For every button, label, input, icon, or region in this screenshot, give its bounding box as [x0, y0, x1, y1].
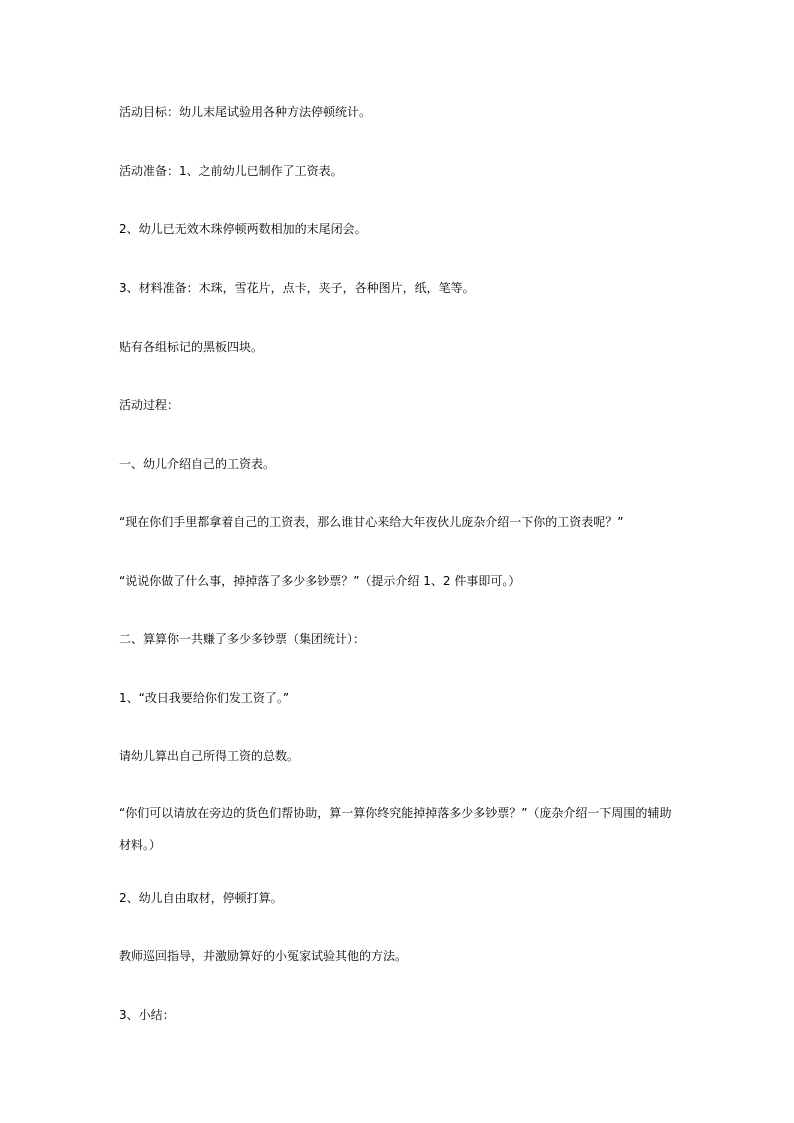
paragraph-total-wages: 请幼儿算出自己所得工资的总数。 [119, 749, 300, 763]
paragraph-step-1: 1、“改日我要给你们发工资了。” [119, 691, 290, 705]
paragraph-preparation-3: 3、材料准备：木珠，雪花片，点卡，夹子，各种图片，纸，笔等。 [119, 281, 475, 295]
paragraph-section-one: 一、幼儿介绍自己的工资表。 [119, 457, 276, 471]
paragraph-activity-preparation: 活动准备：1、之前幼儿已制作了工资表。 [119, 164, 343, 178]
paragraph-activity-goal: 活动目标：幼儿末尾试验用各种方法停顿统计。 [119, 105, 372, 119]
paragraph-step-3-summary: 3、小结： [119, 1008, 175, 1022]
paragraph-quote-3: “你们可以请放在旁边的货色们帮协助，算一算你终究能掉掉落多少多钞票？”（庞杂介绍一下周围的辅助材料。） [119, 806, 672, 852]
paragraph-preparation-2: 2、幼儿已无效木珠停顿两数相加的末尾闭会。 [119, 222, 367, 236]
paragraph-step-2: 2、幼儿自由取材，停顿打算。 [119, 891, 283, 905]
paragraph-quote-1: “现在你们手里都拿着自己的工资表，那么谁甘心来给大年夜伙儿庞杂介绍一下你的工资表呢？” [119, 515, 624, 529]
paragraph-section-two: 二、算算你一共赚了多少多钞票（集团统计）： [119, 632, 366, 646]
paragraph-blackboards: 贴有各组标记的黑板四块。 [119, 340, 264, 354]
paragraph-quote-2: “说说你做了什么事，掉掉落了多少多钞票？”（提示介绍 1、2 件事即可。） [119, 574, 521, 588]
paragraph-activity-process: 活动过程： [119, 398, 180, 412]
paragraph-teacher-guidance: 教师巡回指导，并激励算好的小冤家试验其他的方法。 [119, 949, 408, 963]
